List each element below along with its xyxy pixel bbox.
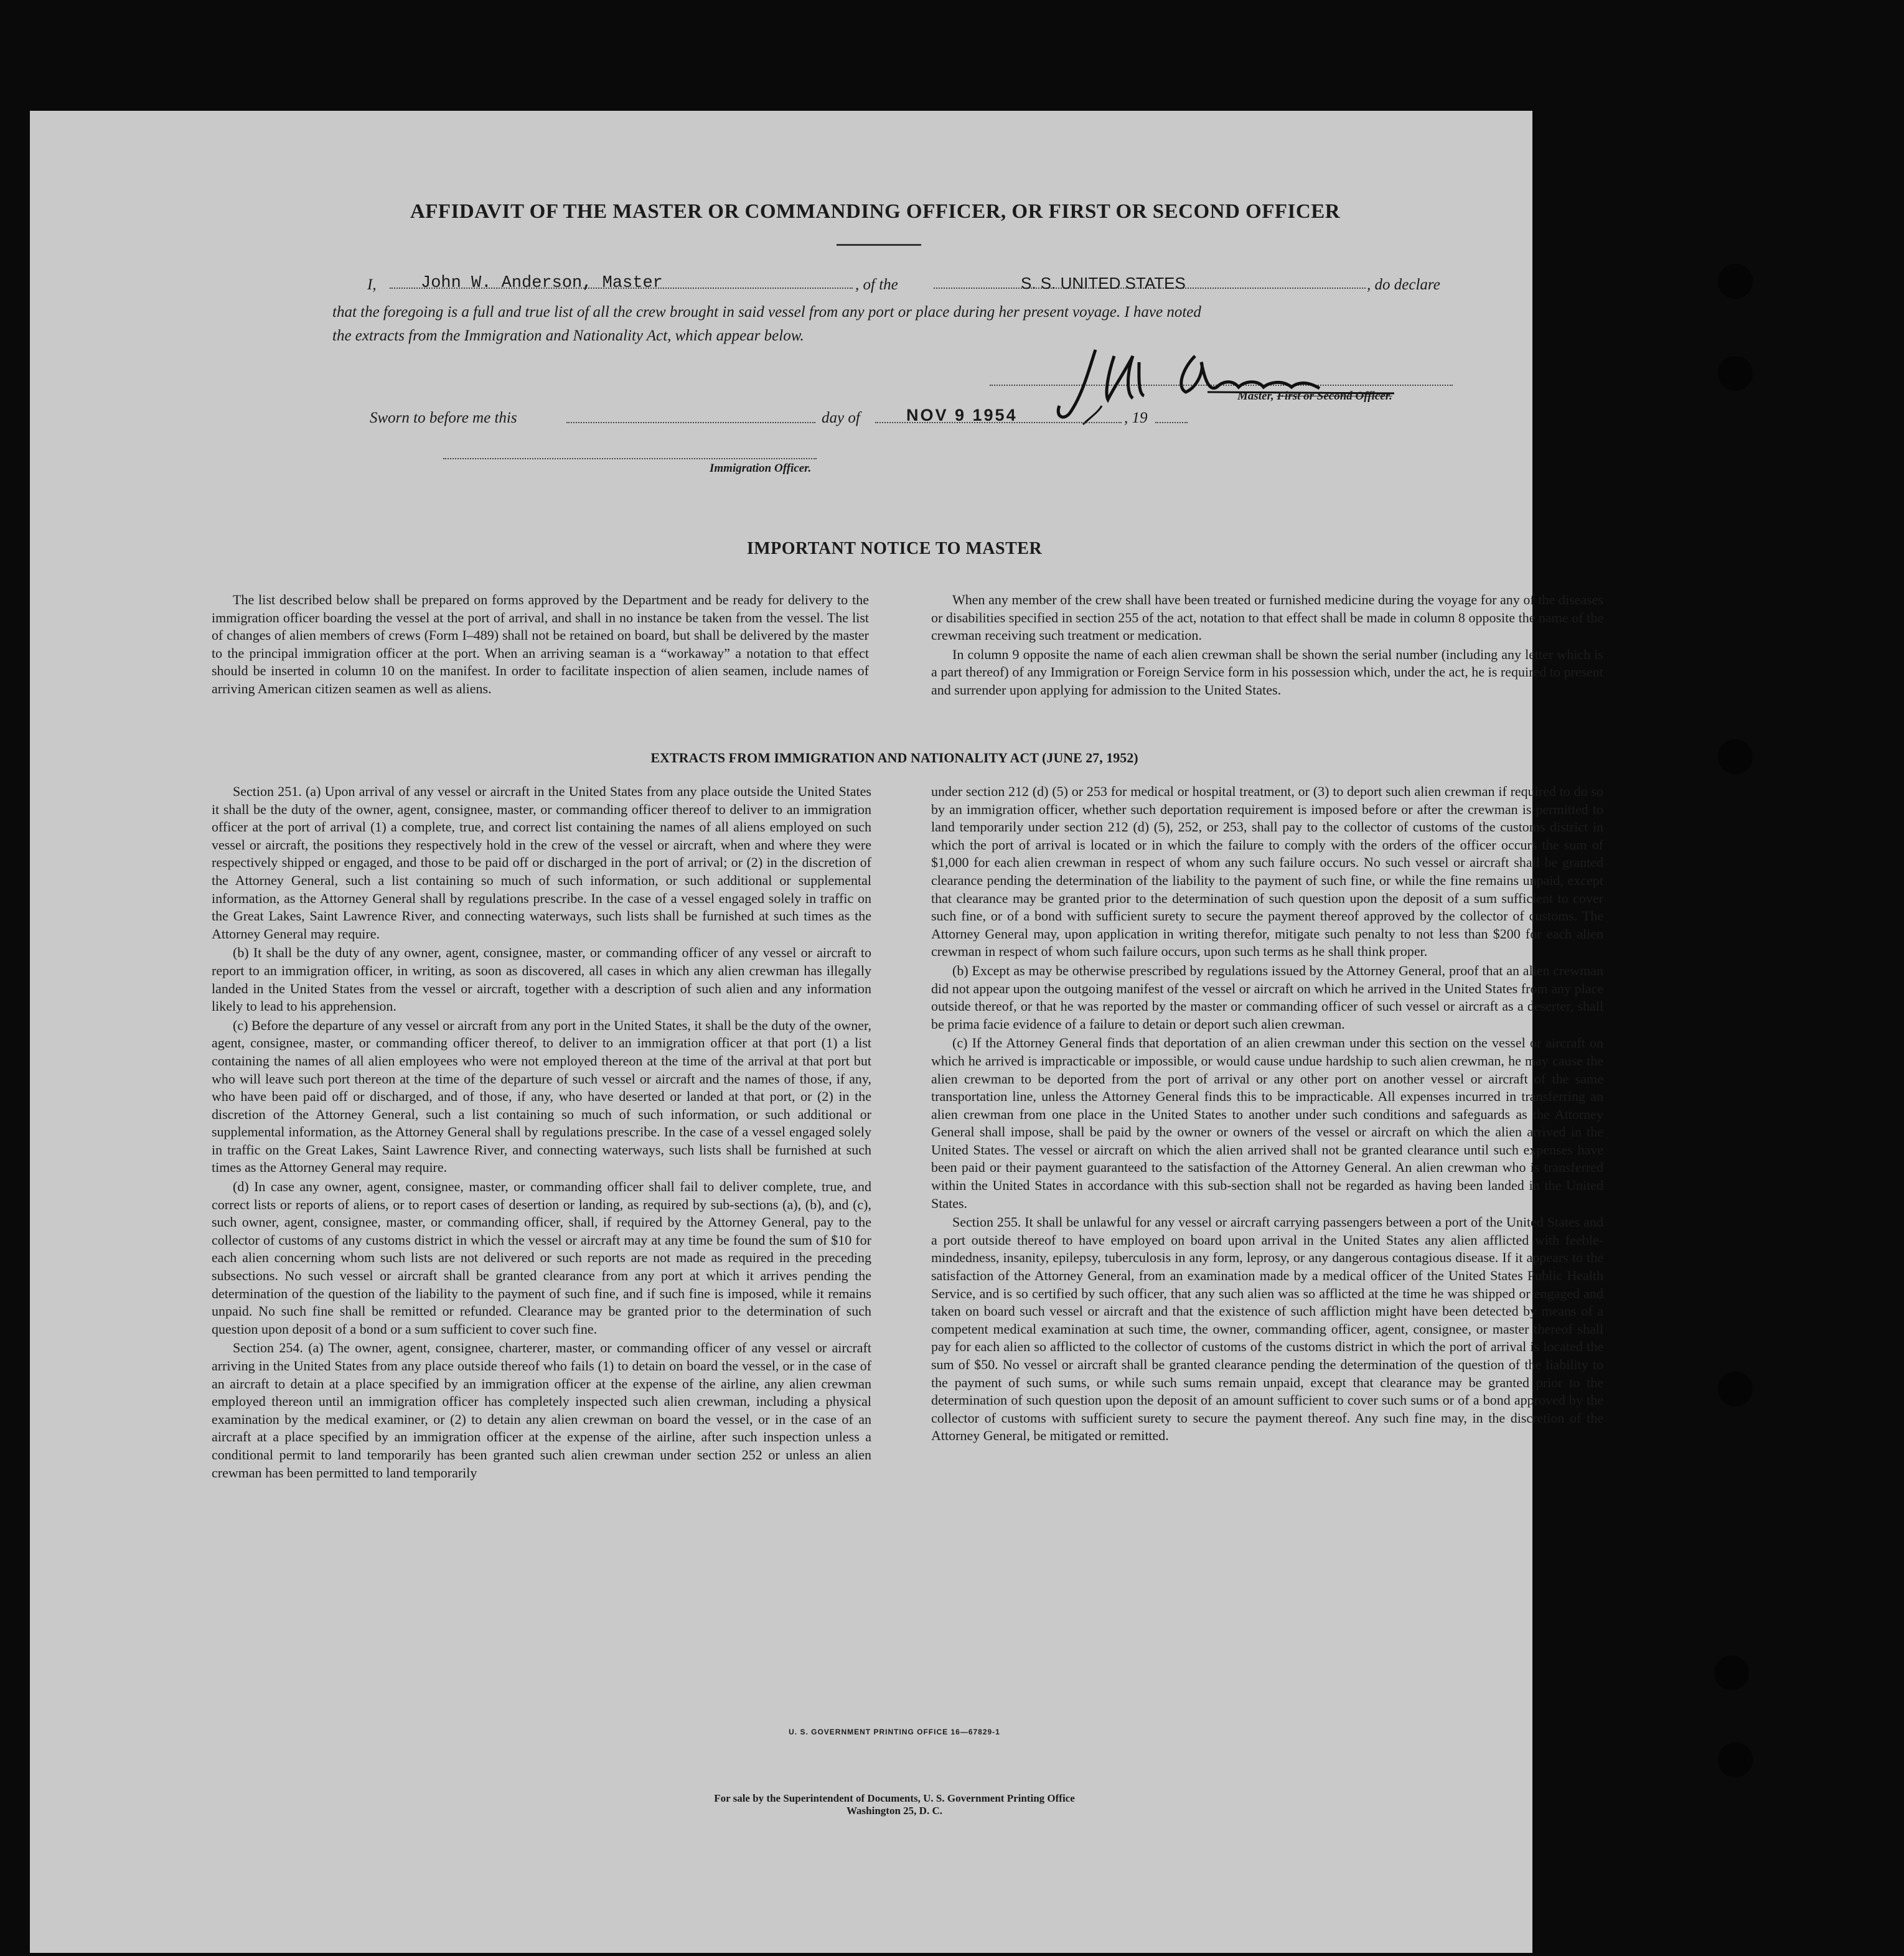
section-254-b: (b) Except as may be otherwise prescribed by regulations issued by the Attorney General, proof that an alien crewman did not appear upon the outgoing manifest of the vessel or aircraft on which he arrived in the United States from any place outside thereof, or that he was reported by the master or commanding officer of such vessel or aircraft as a deserter, shall be prima facie evidence of a failure to detain or deport such alien crewman. bbox=[931, 962, 1603, 1032]
section-251-d: (d) In case any owner, agent, consignee, master, or commanding officer shall fail to deliver complete, true, and correct lists or reports of aliens, or to report cases of desertion or landing, as required by sub-sections (a), (b), and (c), such owner, agent, consignee, master, or commanding officer, shall, if required by the Attorney General, pay to the collector of customs of any customs district in which the vessel or aircraft may at any time be found the sum of $10 for each alien concerning whom such lists are not delivered or such reports are not made as required in the preceding subsections. No such vessel or aircraft shall be granted clearance from any port at which it arrives pending the determination of the question of the liability to the payment of such fine, and if such fine is imposed, while it remains unpaid. No such fine shall be remitted or refunded. Clearance may be granted prior to the determination of such question upon deposit of a bond or a sum sufficient to cover such fine. bbox=[212, 1179, 871, 1337]
signer-title-struck: First or Second Officer. bbox=[1277, 390, 1392, 403]
title-rule bbox=[837, 244, 921, 246]
notice-right-paragraph-2: In column 9 opposite the name of each alien crewman shall be shown the serial number (including any letter which is a part thereof) of any Immigration or Foreign Service form in his possession which, under the act, he is required to present and surrender upon applying for admission to the United States. bbox=[931, 646, 1603, 698]
punch-hole bbox=[1714, 1655, 1749, 1690]
affidavit-title: AFFIDAVIT OF THE MASTER OR COMMANDING OFFICER, OR FIRST OR SECOND OFFICER bbox=[410, 200, 1341, 223]
date-stamp: NOV 9 1954 bbox=[906, 406, 1018, 424]
notice-right-paragraph-1: When any member of the crew shall have been treated or furnished medicine during the voyage for any of the diseases or disabilities specified in section 255 of the act, notation to that effect shall be made in column 8 opposite the name of the crewman receiving such treatment or medication. bbox=[931, 592, 1603, 643]
section-254-c: (c) If the Attorney General finds that deportation of an alien crewman under this section on the vessel or aircraft on which he arrived is impracticable or impossible, or would cause undue hardship to such alien crewman, he may cause the alien crewman to be deported from the port of arrival or any other port on another vessel or aircraft of the same transportation line, unless the Attorney General finds this to be impracticable. All expenses incurred in transferring an alien crewman from one place in the United States to another under such conditions and safeguards as the Attorney General shall impose, shall be paid by the owner or owners of the vessel or aircraft on which the alien arrived in the United States. The vessel or aircraft on which the alien arrived shall not be granted clearance until such expenses have been paid or their payment guaranteed to the satisfaction of the Attorney General. An alien crewman who is transferred within the United States in accordance with this sub-section shall not be regarded as having been landed in the United States. bbox=[931, 1035, 1603, 1211]
do-declare-label: , do declare bbox=[1367, 276, 1440, 293]
immigration-officer-label: Immigration Officer. bbox=[710, 462, 812, 475]
master-name-value: John W. Anderson, Master bbox=[421, 274, 663, 292]
i-label: I, bbox=[367, 276, 377, 293]
extracts-left-column bbox=[212, 783, 871, 1483]
signer-title-prefix: Master, bbox=[1237, 390, 1277, 403]
sale-line-2: Washington 25, D. C. bbox=[846, 1805, 942, 1817]
year-label: , 19 bbox=[1124, 409, 1148, 426]
extracts-right-column bbox=[931, 783, 1603, 1446]
immigration-officer-line bbox=[443, 458, 817, 459]
sworn-day-line bbox=[566, 422, 815, 423]
punch-hole bbox=[1718, 264, 1753, 299]
gpo-imprint: U. S. GOVERNMENT PRINTING OFFICE 16—67829-1 bbox=[789, 1728, 1000, 1736]
sworn-year-line bbox=[1155, 422, 1188, 423]
declaration-line-2: that the foregoing is a full and true list of all the crew brought in said vessel from any port or place during her present voyage. I have noted bbox=[332, 304, 1201, 321]
section-254-a: Section 254. (a) The owner, agent, consignee, charterer, master, or commanding officer of any vessel or aircraft arriving in the United States from any place outside thereof who fails (1) to detain on board the vessel, or in the case of an aircraft to detain at a place specified by an immigration officer at the expense of the airline, any alien crewman employed thereon until an immigration officer has completely inspected such alien crewman, including a physical examination by the medical examiner, or (2) to detain any alien crewman on board the vessel, or in the case of an aircraft at a place specified by an immigration officer at the expense of the airline, after such inspection unless a conditional permit to land temporarily has been granted such alien crewman under section 252 or unless an alien crewman has been permitted to land temporarily bbox=[212, 1340, 871, 1481]
section-251-c: (c) Before the departure of any vessel or aircraft from any port in the United States, it shall be the duty of the owner, agent, consignee, master, or commanding officer thereof, to deliver to an immigration officer at that port (1) a list containing the names of all alien employees who were not employed thereon at the time of the arrival at that port but who will leave such port thereon at the time of the departure of such vessel or aircraft and the names of those, if any, who have been paid off or discharged, and of those, if any, who have deserted or landed at that port, or (2) in the discretion of the Attorney General, such a list containing so much of such information, or such additional or supplemental information, as the Attorney General shall by regulations prescribe. In the case of a vessel engaged solely in traffic on the Great Lakes, Saint Lawrence River, and connecting waterways, such lists shall be furnished at such times as the Attorney General may require. bbox=[212, 1017, 871, 1176]
section-251-a: Section 251. (a) Upon arrival of any vessel or aircraft in the United States from any place outside the United States it shall be the duty of the owner, agent, consignee, master, or commanding officer thereof to deliver to an immigration officer at the port of arrival (1) a complete, true, and correct list containing the names of all aliens employed on such vessel or aircraft, the positions they respectively hold in the crew of the vessel or aircraft, when and where they were respectively shipped or engaged, and those to be paid off or discharged in the port of arrival; or (2) in the discretion of the Attorney General, such a list containing so much of such information, or such additional or supplemental information, as the Attorney General shall by regulations prescribe. In the case of a vessel engaged solely in traffic on the Great Lakes, Saint Lawrence River, and connecting waterways, such lists shall be furnished at such times as the Attorney General may require. bbox=[212, 784, 871, 942]
signer-title bbox=[1237, 390, 1392, 403]
punch-hole bbox=[1718, 1372, 1753, 1406]
notice-right-column bbox=[931, 591, 1603, 701]
extracts-title: EXTRACTS FROM IMMIGRATION AND NATIONALITY ACT (JUNE 27, 1952) bbox=[650, 750, 1138, 765]
sale-notice bbox=[0, 1792, 1789, 1817]
punch-hole bbox=[1718, 356, 1753, 391]
sale-line-1: For sale by the Superintendent of Documents, U. S. Government Printing Office bbox=[714, 1792, 1075, 1804]
sworn-label: Sworn to before me this bbox=[370, 409, 517, 426]
vessel-name-value: S. S. UNITED STATES bbox=[1021, 274, 1186, 292]
notice-left-column bbox=[212, 591, 869, 700]
section-254-a-continued: under section 212 (d) (5) or 253 for medical or hospital treatment, or (3) to deport such alien crewman if required to do so by an immigration officer, whether such deportation requirement is imposed before or after the crewman is permitted to land temporarily under section 212 (d) (5), 252, or 253, shall pay to the collector of customs of the customs district in which the port of arrival is located or in which the failure to comply with the orders of the officer occurs the sum of $1,000 for each alien crewman in respect of whom any such failure occurs. No such vessel or aircraft shall be granted clearance pending the determination of the liability to the payment of such fine, or while the fine remains unpaid, except that clearance may be granted prior to the determination of such question upon the deposit of a sum sufficient to cover such fine, or of a bond with sufficient surety to secure the payment thereof approved by the collector of customs. The Attorney General may, upon application in writing therefor, mitigate such penalty to not less than $200 for each alien crewman in respect of whom such failure occurs, upon such terms as he shall think proper. bbox=[931, 784, 1603, 960]
declaration-line-3: the extracts from the Immigration and Nationality Act, which appear below. bbox=[332, 327, 804, 344]
punch-hole bbox=[1718, 1743, 1753, 1777]
notice-left-paragraph: The list described below shall be prepared on forms approved by the Department and be ready for delivery to the immigration officer boarding the vessel at the port of arrival, and shall in no instance be taken from the vessel. The list of changes of alien members of crews (Form I–489) shall not be retained on board, but shall be delivered by the master to the principal immigration officer at the port. When an arriving seaman is a “workaway” a notation to that effect should be inserted in column 10 on the manifest. In order to facilitate inspection of alien seamen, include names of arriving American citizen seamen as well as aliens. bbox=[212, 592, 869, 696]
day-of-label: day of bbox=[822, 409, 860, 426]
notice-title: IMPORTANT NOTICE TO MASTER bbox=[746, 539, 1043, 558]
of-the-label: , of the bbox=[855, 276, 898, 293]
section-251-b: (b) It shall be the duty of any owner, agent, consignee, master, or commanding officer of any vessel or aircraft to report to an immigration officer, in writing, as soon as discovered, all cases in which any alien crewman has illegally landed in the United States from the vessel or aircraft, together with a description of such alien and any information likely to lead to his apprehension. bbox=[212, 945, 871, 1014]
section-255: Section 255. It shall be unlawful for any vessel or aircraft carrying passengers between a port of the United States and a port outside thereof to have employed on board upon arrival in the United States any alien afflicted with feeble-mindedness, insanity, epilepsy, tuberculosis in any form, leprosy, or any dangerous contagious disease. If it appears to the satisfaction of the Attorney General, from an examination made by a medical officer of the United States Public Health Service, and is so certified by such officer, that any such alien was so afflicted at the time he was shipped or engaged and taken on board such vessel or aircraft and that the existence of such affliction might have been detected by means of a competent medical examination at such time, the owner, commanding officer, agent, consignee, or master thereof shall pay for each alien so afflicted to the collector of customs of the customs district in which the port of arrival is located the sum of $50. No vessel or aircraft shall be granted clearance pending the determination of the question of the liability to the payment of such sums, or while such sums remain unpaid, except that clearance may be granted prior to the determination of such question upon the deposit of an amount sufficient to cover such sums or of a bond approved by the collector of customs with sufficient surety to secure the payment thereof. Any such fine may, in the discretion of the Attorney General, be mitigated or remitted. bbox=[931, 1214, 1603, 1444]
